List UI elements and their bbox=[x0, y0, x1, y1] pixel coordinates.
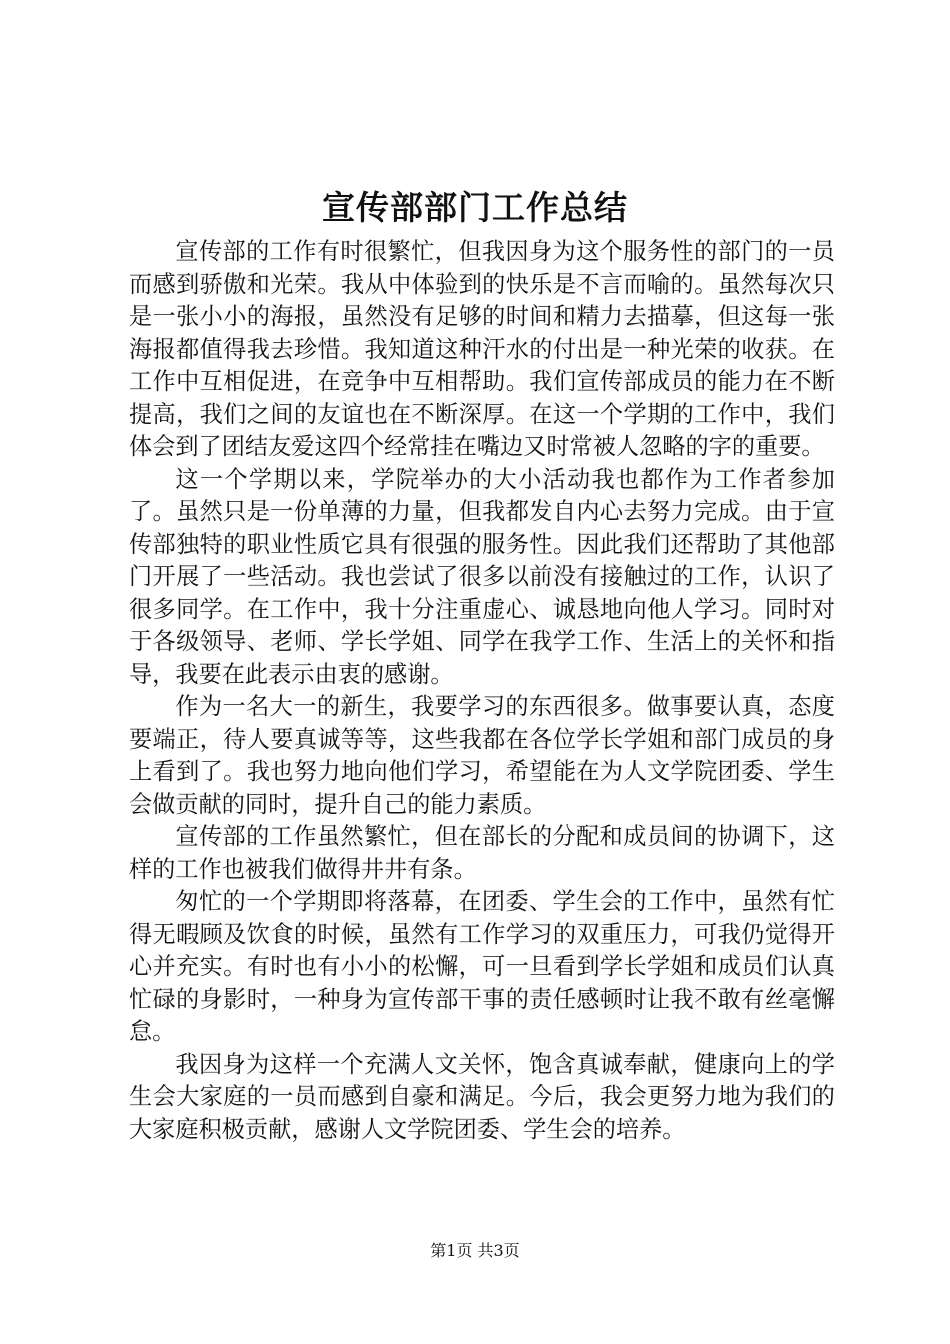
paragraph-1: 宣传部的工作有时很繁忙，但我因身为这个服务性的部门的一员而感到骄傲和光荣。我从中体验到的快乐是不言而喻的。虽然每次只是一张小小的海报，虽然没有足够的时间和精力去描摹，但这每一张海报都值得我去珍惜。我知道这种汗水的付出是一种光荣的收获。在工作中互相促进，在竞争中互相帮助。我们宣传部成员的能力在不断提高，我们之间的友谊也在不断深厚。在这一个学期的工作中，我们体会到了团结友爱这四个经常挂在嘴边又时常被人忽略的字的重要。 bbox=[129, 238, 835, 460]
page-number-footer: 第1页 共3页 bbox=[430, 1241, 520, 1260]
paragraph-4: 宣传部的工作虽然繁忙，但在部长的分配和成员间的协调下，这样的工作也被我们做得井井有条。 bbox=[129, 823, 835, 883]
document-title: 宣传部部门工作总结 bbox=[322, 188, 628, 227]
paragraph-6: 我因身为这样一个充满人文关怀，饱含真诚奉献，健康向上的学生会大家庭的一员而感到自豪和满足。今后，我会更努力地为我们的大家庭积极贡献，感谢人文学院团委、学生会的培养。 bbox=[129, 1050, 835, 1143]
document-body bbox=[129, 236, 835, 1146]
paragraph-3: 作为一名大一的新生，我要学习的东西很多。做事要认真，态度要端正，待人要真诚等等，这些我都在各位学长学姐和部门成员的身上看到了。我也努力地向他们学习，希望能在为人文学院团委、学生会做贡献的同时，提升自己的能力素质。 bbox=[129, 693, 835, 818]
paragraph-2: 这一个学期以来，学院举办的大小活动我也都作为工作者参加了。虽然只是一份单薄的力量，但我都发自内心去努力完成。由于宣传部独特的职业性质它具有很强的服务性。因此我们还帮助了其他部门开展了一些活动。我也尝试了很多以前没有接触过的工作，认识了很多同学。在工作中，我十分注重虚心、诚恳地向他人学习。同时对于各级领导、老师、学长学姐、同学在我学工作、生活上的关怀和指导，我要在此表示由衷的感谢。 bbox=[129, 465, 835, 688]
paragraph-5: 匆忙的一个学期即将落幕，在团委、学生会的工作中，虽然有忙得无暇顾及饮食的时候，虽然有工作学习的双重压力，可我仍觉得开心并充实。有时也有小小的松懈，可一旦看到学长学姐和成员们认真忙碌的身影时，一种身为宣传部干事的责任感顿时让我不敢有丝毫懈怠。 bbox=[129, 888, 835, 1045]
